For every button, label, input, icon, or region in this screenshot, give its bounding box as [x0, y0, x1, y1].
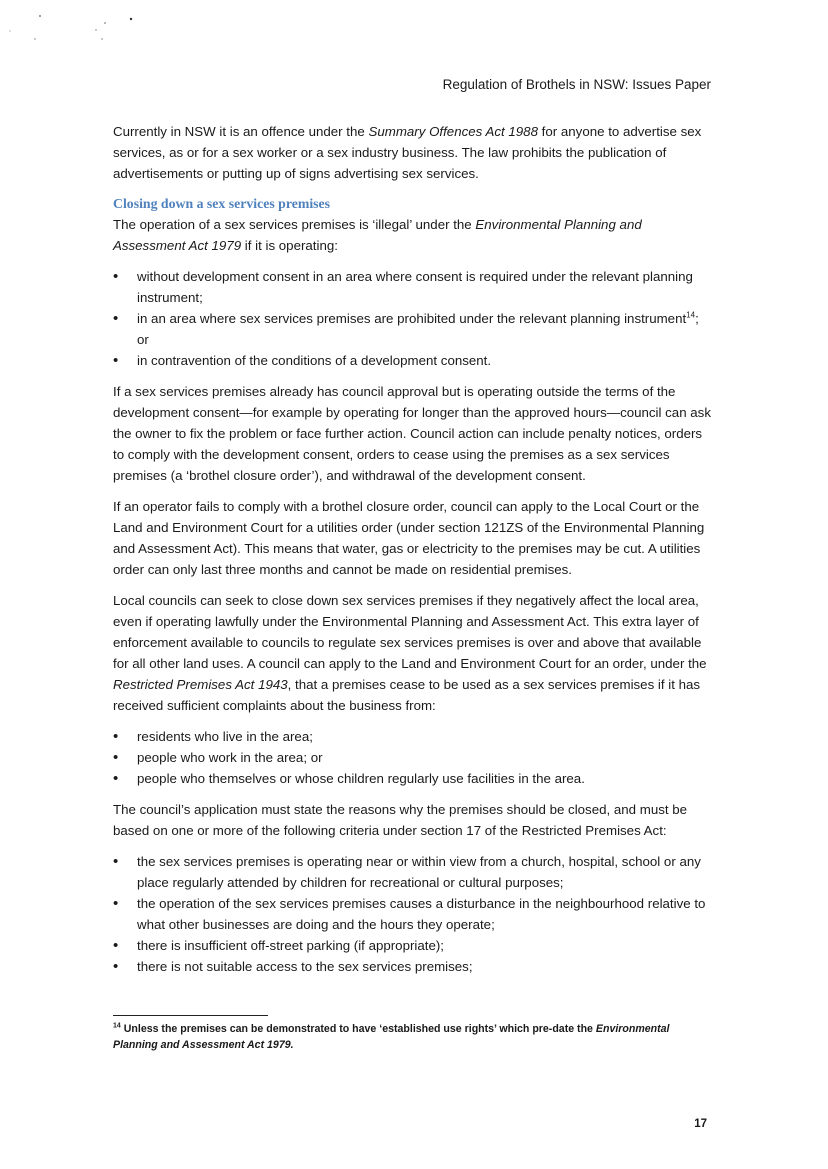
page-number: 17	[694, 1118, 707, 1130]
paragraph-application: The council’s application must state the reasons why the premises should be closed, and must be based on one or more of the following criteria under section 17 of the Restricted Premises Act:	[113, 802, 688, 838]
list-item: • people who themselves or whose children regularly use facilities in the area.	[113, 768, 713, 789]
bullet-list-illegal-conditions	[113, 266, 713, 371]
paragraph-operation: The operation of a sex services premises is ‘illegal’ under the Environmental Planning and Assessment Act 1979 if it is operating:	[113, 217, 642, 253]
act-title: Summary Offences Act 1988	[368, 124, 538, 139]
list-item: • the operation of the sex services premises causes a disturbance in the neighbourhood relative to what other businesses are doing and the hours they operate;	[113, 893, 713, 935]
paragraph-utilities-order: If an operator fails to comply with a brothel closure order, council can apply to the Local Court or the Land and Environment Court for a utilities order (under section 121ZS of the Environmental Planning and Assessment Act). This means that water, gas or electricity to the premises may be cut. A utilities order can only last three months and cannot be made on residential premises.	[113, 499, 705, 577]
bullet-list-criteria	[113, 851, 713, 977]
footnote: $^{14}$ Unless the premises can be demonstrated to have ‘established use rights’ which pre-date the Environmental Planning and Assessment Act 1979.	[113, 1022, 670, 1051]
list-item: • without development consent in an area where consent is required under the relevant planning instrument;	[113, 266, 713, 308]
list-item: • there is insufficient off-street parking (if appropriate);	[113, 935, 713, 956]
list-item: • in an area where sex services premises are prohibited under the relevant planning instrument$^{14}$; or	[113, 308, 713, 350]
list-item: • residents who live in the area;	[113, 726, 713, 747]
running-header: Regulation of Brothels in NSW: Issues Paper	[442, 77, 711, 92]
list-item: • in contravention of the conditions of a development consent.	[113, 350, 713, 371]
footnote-divider	[113, 1015, 268, 1016]
body-content	[113, 121, 713, 987]
list-item: • people who work in the area; or	[113, 747, 713, 768]
section-heading: Closing down a sex services premises	[113, 196, 331, 211]
act-title: Restricted Premises Act 1943	[113, 677, 288, 692]
footnote-number: 14	[113, 1022, 121, 1030]
paragraph-local-councils: Local councils can seek to close down sex services premises if they negatively affect the local area, even if operating lawfully under the Environmental Planning and Assessment Act. This extra layer of enforcement available to councils to regulate sex services premises is over and above that available for all other land uses. A council can apply to the Land and Environment Court for an order, under the Restricted Premises Act 1943, that a premises cease to be used as a sex services premises if it has received sufficient complaints about the business from:	[113, 593, 707, 713]
footnote-ref[interactable]: 14	[686, 310, 696, 320]
act-title: Environmental Planning and Assessment Act 1979.	[113, 1023, 670, 1051]
list-item: • there is not suitable access to the sex services premises;	[113, 956, 713, 977]
act-title: Environmental Planning and Assessment Act 1979	[113, 217, 642, 253]
scan-specks	[8, 8, 148, 48]
list-item: • the sex services premises is operating near or within view from a church, hospital, school or any place regularly attended by children for recreational or cultural purposes;	[113, 851, 713, 893]
paragraph-advertising: Currently in NSW it is an offence under the Summary Offences Act 1988 for anyone to advertise sex services, as or for a sex worker or a sex industry business. The law prohibits the publication of advertisements or putting up of signs advertising sex services.	[113, 124, 702, 181]
bullet-list-complainants	[113, 726, 713, 789]
paragraph-council-approval: If a sex services premises already has council approval but is operating outside the terms of the development consent—for example by operating for longer than the approved hours—council can ask the owner to fix the problem or face further action. Council action can include penalty notices, orders to comply with the development consent, orders to cease using the premises as a sex services premises (a ‘brothel closure order’), and withdrawal of the development consent.	[113, 384, 711, 483]
